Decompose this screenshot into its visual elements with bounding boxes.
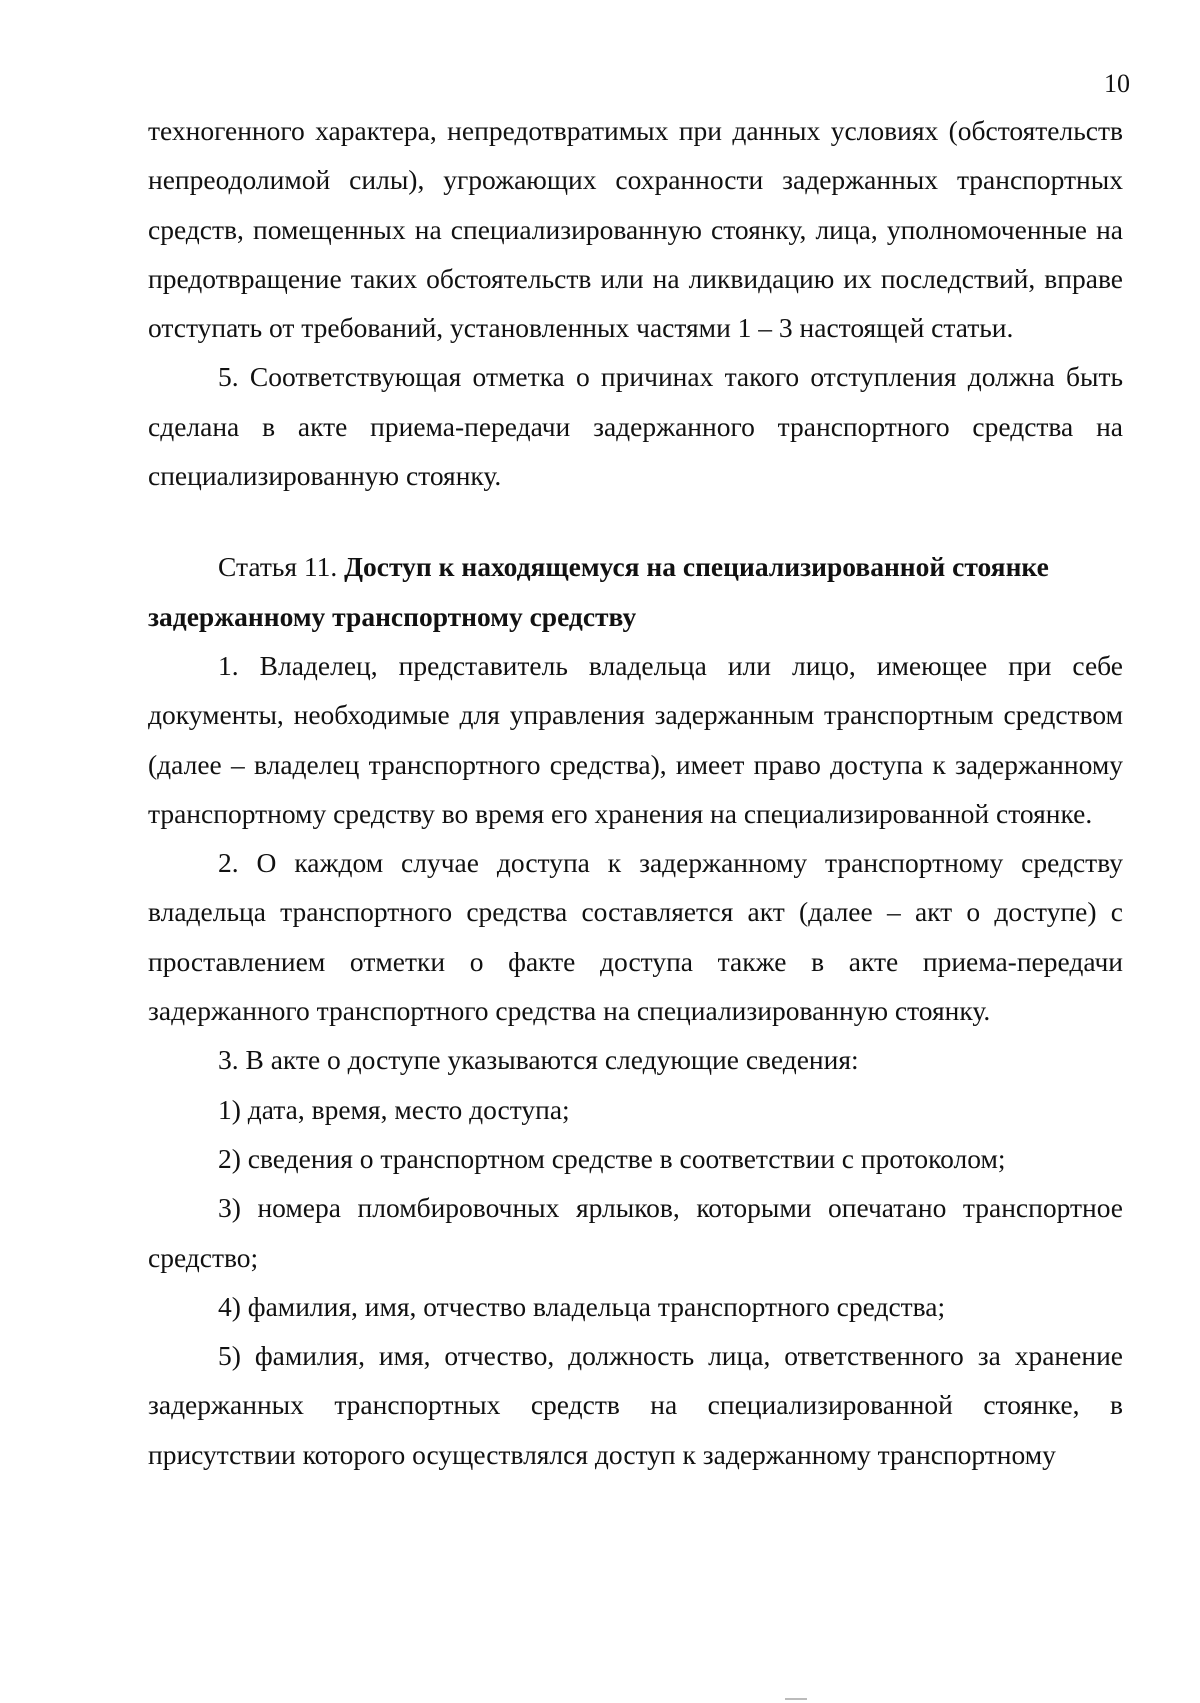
paragraph-item-1: 1. Владелец, представитель владельца или лицо, имеющее при себе документы, необходимые для управления задержанным транспортным средством (далее – владелец транспортного средства), имеет право доступа к задержанному транспортному средству во время его хранения на специализированной стоянке.	[148, 649, 1123, 829]
scan-mark	[785, 1698, 807, 1700]
document-body	[148, 106, 1123, 1479]
list-item-1: 1) дата, время, место доступа;	[218, 1093, 570, 1125]
list-item-3: 3) номера пломбировочных ярлыков, которыми опечатано транспортное средство;	[148, 1192, 1123, 1273]
article-title: Доступ к находящемуся на специализированной стоянке задержанному транспортному средству	[148, 551, 1049, 632]
section-gap	[148, 500, 1123, 542]
article-label: Статья 11.	[218, 551, 338, 583]
list-item-4: 4) фамилия, имя, отчество владельца транспортного средства;	[218, 1290, 946, 1322]
paragraph-item-5: 5. Соответствующая отметка о причинах такого отступления должна быть сделана в акте приема-передачи задержанного транспортного средства на специализированную стоянку.	[148, 361, 1123, 492]
paragraph-item-2: 2. О каждом случае доступа к задержанному транспортному средству владельца транспортного средства составляется акт (далее – акт о доступе) с проставлением отметки о факте доступа также в акте приема-передачи задержанного транспортного средства на специализированную стоянку.	[148, 847, 1123, 1027]
list-item-2: 2) сведения о транспортном средстве в соответствии с протоколом;	[218, 1142, 1006, 1174]
paragraph-continuation: техногенного характера, непредотвратимых при данных условиях (обстоятельств непреодолимой силы), угрожающих сохранности задержанных транспортных средств, помещенных на специализированную стоянку, лица, уполномоченные на предотвращение таких обстоятельств или на ликвидацию их последствий, вправе отступать от требований, установленных частями 1 – 3 настоящей статьи.	[148, 115, 1123, 344]
list-item-5: 5) фамилия, имя, отчество, должность лица, ответственного за хранение задержанных транспортных средств на специализированной стоянке, в присутствии которого осуществлялся доступ к задержанному транспортному	[148, 1340, 1123, 1470]
article-heading	[148, 542, 1123, 641]
paragraph-item-3: 3. В акте о доступе указываются следующие сведения:	[218, 1044, 859, 1076]
page-number: 10	[1104, 69, 1130, 98]
